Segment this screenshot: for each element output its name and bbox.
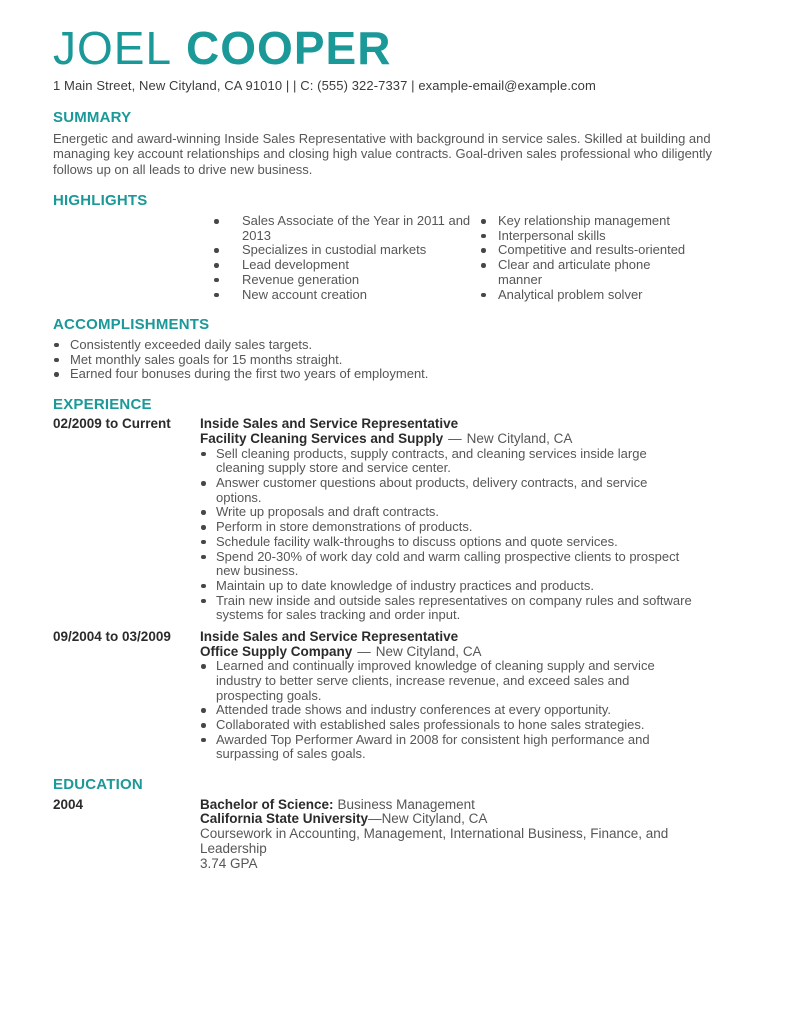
education-body <box>200 798 755 872</box>
education-section <box>53 777 755 871</box>
highlight-item: Competitive and results-oriented <box>478 243 694 258</box>
dash-separator: — <box>357 643 371 659</box>
highlights-left-list <box>211 214 478 302</box>
highlight-item: Sales Associate of the Year in 2011 and 2013 <box>211 214 478 243</box>
dash-separator: — <box>448 431 462 446</box>
highlight-item: Revenue generation <box>211 273 478 288</box>
job-bullet: Answer customer questions about products, delivery contracts, and service options. <box>200 476 696 505</box>
highlights-section <box>53 193 755 303</box>
contact-line: 1 Main Street, New Cityland, CA 91010 | | C: (555) 322-7337 | example-email@example.com <box>53 78 596 94</box>
degree-line <box>200 798 755 813</box>
candidate-name <box>53 24 755 72</box>
accomplishments-list <box>53 338 755 382</box>
education-year: 2004 <box>53 796 84 812</box>
last-name: COOPER <box>186 22 392 74</box>
education-entry <box>53 798 755 872</box>
job-bullet-list <box>200 659 755 762</box>
highlights-columns <box>211 214 755 302</box>
job-bullet: Schedule facility walk-throughs to discuss options and quote services. <box>200 535 696 550</box>
job-bullet: Sell cleaning products, supply contracts, and cleaning services inside large cleaning supply store and service center. <box>200 447 696 476</box>
summary-section <box>53 110 755 177</box>
highlight-item: Interpersonal skills <box>478 229 694 244</box>
highlight-item: Lead development <box>211 258 478 273</box>
job-entry <box>53 630 755 762</box>
accomplishment-item: Met monthly sales goals for 15 months straight. <box>53 353 755 368</box>
dash-separator: — <box>368 811 382 827</box>
highlight-item: Key relationship management <box>478 214 694 229</box>
experience-section <box>53 397 755 762</box>
job-body <box>200 417 755 623</box>
job-title: Inside Sales and Service Representative <box>200 629 459 645</box>
header <box>53 24 755 93</box>
highlight-item: Specializes in custodial markets <box>211 243 478 258</box>
job-bullet: Maintain up to date knowledge of industry practices and products. <box>200 579 696 594</box>
job-dates: 09/2004 to 03/2009 <box>53 629 171 645</box>
company-name: Office Supply Company <box>200 643 353 659</box>
job-bullet: Spend 20-30% of work day cold and warm calling prospective clients to prospect new business. <box>200 550 696 579</box>
degree-name: Bachelor of Science: <box>200 796 334 812</box>
job-bullet: Write up proposals and draft contracts. <box>200 505 696 520</box>
summary-text: Energetic and award-winning Inside Sales Representative with background in service sales. Skilled at building and managing key account relationships and closing high value contracts. Goal-driven sales professional who diligently follows up on all leads to drive new business. <box>53 130 713 177</box>
job-body <box>200 630 755 762</box>
coursework-text: Coursework in Accounting, Management, International Business, Finance, and Leadership <box>200 826 669 857</box>
experience-heading: EXPERIENCE <box>53 395 152 413</box>
highlights-right-list <box>478 214 708 302</box>
job-bullet: Awarded Top Performer Award in 2008 for consistent high performance and surpassing of sales goals. <box>200 733 696 762</box>
job-company-line <box>200 645 755 660</box>
company-name: Facility Cleaning Services and Supply <box>200 431 444 446</box>
school-line <box>200 812 755 827</box>
job-bullet: Learned and continually improved knowledge of cleaning supply and service industry to better serve clients, increase revenue, and exceed sales and prospecting goals. <box>200 659 696 703</box>
accomplishment-item: Consistently exceeded daily sales targets. <box>53 338 755 353</box>
job-bullet: Train new inside and outside sales representatives on company rules and software systems for sales tracking and order input. <box>200 594 696 623</box>
gpa-text: 3.74 GPA <box>200 855 258 871</box>
job-entry <box>53 417 755 623</box>
highlights-heading: HIGHLIGHTS <box>53 191 148 209</box>
first-name: JOEL <box>53 22 173 74</box>
accomplishments-heading: ACCOMPLISHMENTS <box>53 316 210 334</box>
job-bullet: Collaborated with established sales professionals to hone sales strategies. <box>200 718 696 733</box>
school-name: California State University <box>200 811 369 827</box>
accomplishments-section <box>53 317 755 382</box>
job-dates: 02/2009 to Current <box>53 416 171 432</box>
accomplishment-item: Earned four bonuses during the first two years of employment. <box>53 367 755 382</box>
job-location: New Cityland, CA <box>375 643 482 659</box>
job-company-line <box>200 432 755 447</box>
job-bullet: Attended trade shows and industry conferences at every opportunity. <box>200 703 696 718</box>
job-bullet-list <box>200 447 755 623</box>
highlight-item: New account creation <box>211 288 478 303</box>
job-title: Inside Sales and Service Representative <box>200 416 459 432</box>
education-heading: EDUCATION <box>53 776 143 794</box>
job-bullet: Perform in store demonstrations of products. <box>200 520 696 535</box>
highlight-item: Analytical problem solver <box>478 288 694 303</box>
job-location: New Cityland, CA <box>466 431 573 446</box>
highlight-item: Clear and articulate phone manner <box>478 258 694 287</box>
summary-heading: SUMMARY <box>53 109 132 127</box>
degree-field: Business Management <box>337 796 475 812</box>
school-location: New Cityland, CA <box>381 811 488 827</box>
